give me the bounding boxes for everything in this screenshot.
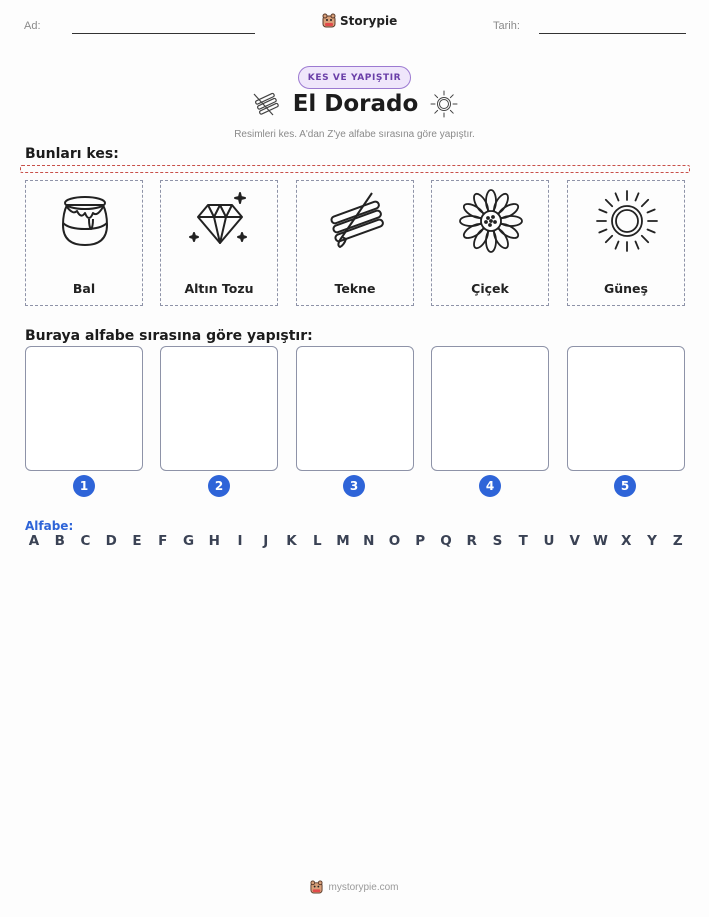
alphabet-letter: B [54,533,65,549]
footer-url: mystorypie.com [328,881,399,893]
paste-box-2[interactable] [160,346,278,471]
alphabet-letter: L [312,533,322,549]
paste-box-1[interactable] [25,346,143,471]
card-label: Altın Tozu [184,281,254,296]
cut-line [20,165,690,173]
paste-box-4[interactable] [431,346,549,471]
instructions: Resimleri kes. A'dan Z'ye alfabe sırasına göre yapıştır. [234,129,475,140]
sun-icon [595,189,659,253]
date-label: Tarih: [493,20,520,32]
honey-pot-icon [53,189,117,253]
alphabet-letter: A [28,533,40,549]
storypie-mascot-icon [310,880,323,894]
cut-card-sun[interactable] [567,180,685,306]
number-badge-2: 2 [208,475,230,497]
footer [0,880,709,894]
number-badge-1: 1 [73,475,95,497]
alphabet-letter: K [286,533,297,549]
alphabet-letter: T [518,533,528,549]
title-row [0,90,709,118]
alphabet-letter: X [621,533,632,549]
number-badge-3: 3 [343,475,365,497]
alphabet-letter: I [237,533,243,549]
alphabet-letter: W [593,533,608,549]
date-line [539,33,686,34]
alphabet-letter: F [158,533,168,549]
flower-icon [459,189,523,253]
card-label: Tekne [334,281,376,296]
number-badge-4: 4 [479,475,501,497]
raft-icon [324,189,388,253]
alphabet-row [26,533,686,549]
paste-box-3[interactable] [296,346,414,471]
raft-small-icon [251,91,281,117]
alphabet-letter: Z [672,533,683,549]
alphabet-letter: M [336,533,350,549]
alphabet-letter: P [415,533,426,549]
sun-small-icon [430,90,458,118]
name-label: Ad: [24,20,41,32]
card-label: Bal [72,281,96,296]
brand-name: Storypie [340,13,398,28]
alphabet-letter: Q [440,533,452,549]
worksheet-title: El Dorado [292,91,419,117]
paste-section-title: Buraya alfabe sırasına göre yapıştır: [25,328,313,344]
alphabet-letter: S [492,533,503,549]
activity-badge: KES VE YAPIŞTIR [298,66,411,89]
cut-card-boat[interactable] [296,180,414,306]
alphabet-letter: Y [647,533,657,549]
alphabet-letter: C [80,533,91,549]
alphabet-letter: N [363,533,375,549]
cut-card-honey[interactable] [25,180,143,306]
alphabet-letter: U [543,533,555,549]
storypie-mascot-icon [322,13,336,28]
paste-box-5[interactable] [567,346,685,471]
alphabet-letter: E [132,533,142,549]
alphabet-letter: O [388,533,401,549]
card-label: Çiçek [471,281,509,296]
alphabet-letter: D [105,533,117,549]
alphabet-letter: J [263,533,269,549]
number-badge-5: 5 [614,475,636,497]
card-label: Güneş [604,281,648,296]
alphabet-letter: H [208,533,220,549]
diamond-icon [188,189,252,253]
cut-section-title: Bunları kes: [25,146,119,162]
alphabet-letter: R [466,533,477,549]
alphabet-label: Alfabe: [25,519,74,533]
alphabet-letter: G [182,533,195,549]
brand-logo [322,13,397,28]
cut-card-flower[interactable] [431,180,549,306]
alphabet-letter: V [569,533,580,549]
cut-card-gold-dust[interactable] [160,180,278,306]
name-line [72,33,255,34]
